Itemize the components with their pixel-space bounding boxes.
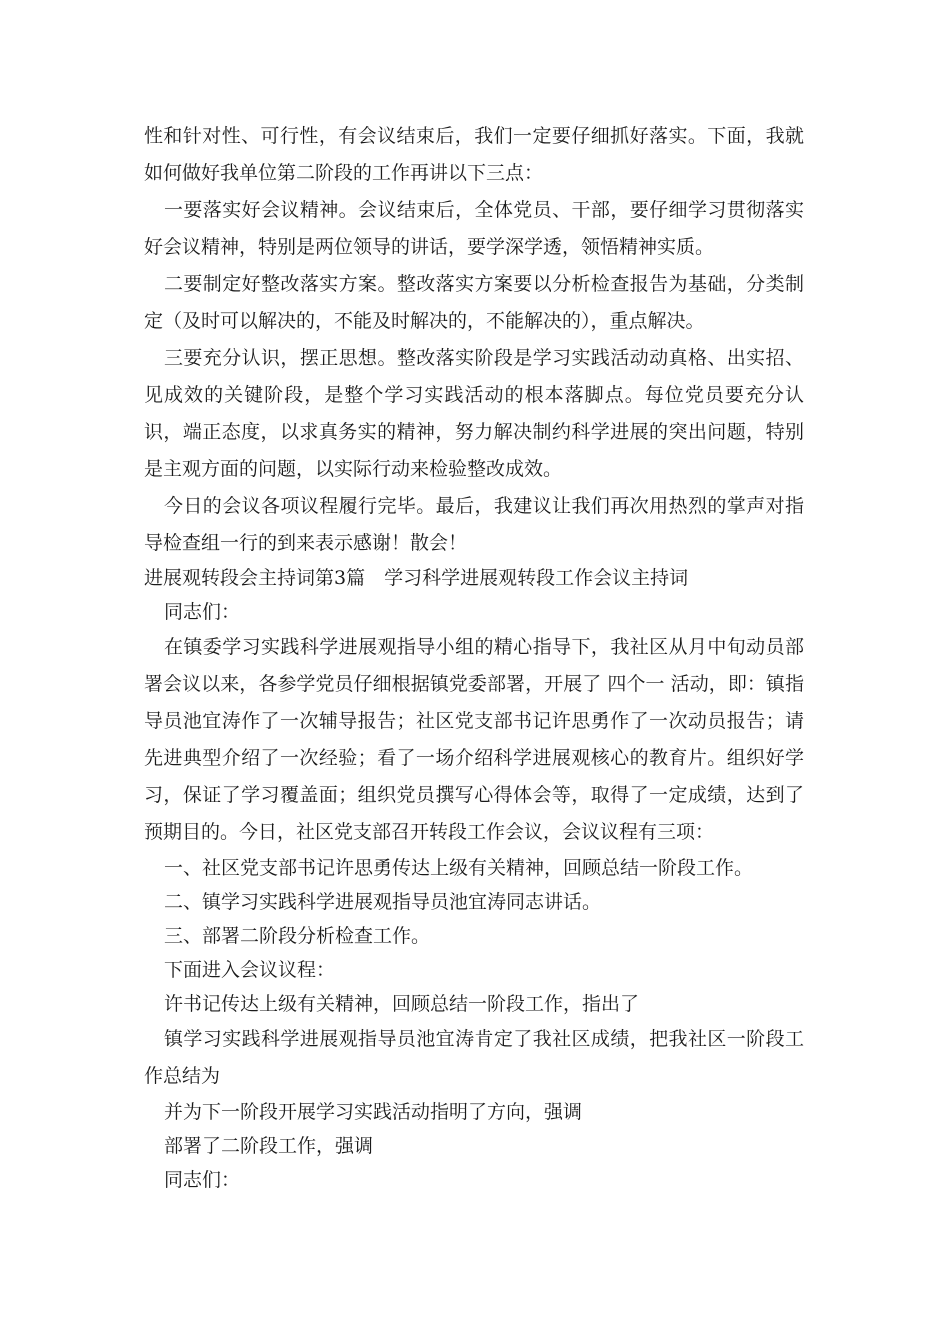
section-heading: 进展观转段会主持词第3篇 学习科学进展观转段工作会议主持词 xyxy=(144,567,689,589)
paragraph-instructor-remarks: 镇学习实践科学进展观指导员池宜涛肯定了我社区成绩，把我社区一阶段工作总结为 xyxy=(144,1028,804,1087)
paragraph-continuation: 性和针对性、可行性，有会议结束后，我们一定要仔细抓好落实。下面，我就如何做好我单位第二阶段的工作再讲以下三点： xyxy=(144,125,804,184)
paragraph-point-two: 二要制定好整改落实方案。整改落实方案要以分析检查报告为基础，分类制定（及时可以解决的，不能及时解决的，不能解决的），重点解决。 xyxy=(144,273,804,332)
agenda-item-three: 三、部署二阶段分析检查工作。 xyxy=(164,925,431,947)
agenda-item-one: 一、社区党支部书记许思勇传达上级有关精神，回顾总结一阶段工作。 xyxy=(164,857,754,879)
paragraph-point-one: 一要落实好会议精神。会议结束后，全体党员、干部，要仔细学习贯彻落实好会议精神，特别是两位领导的讲话，要学深学透，领悟精神实质。 xyxy=(144,199,804,258)
paragraph-introduction: 在镇委学习实践科学进展观指导小组的精心指导下，我社区从月中旬动员部署会议以来，各参学党员仔细根据镇党委部署，开展了 四个一 活动，即：镇指导员池宜涛作了一次辅导报告；社区党支部书记许思勇作了一次动员报告；请先进典型介绍了一次经验；看了一场介绍科学进展观核心的教育片。组织好学习，保证了学习覆盖面；组织党员撰写心得体会等，取得了一定成绩，达到了预期目的。今日，社区党支部召开转段工作会议，会议议程有三项： xyxy=(144,636,804,843)
paragraph-closing: 今日的会议各项议程履行完毕。最后，我建议让我们再次用热烈的掌声对指导检查组一行的到来表示感谢！散会！ xyxy=(144,495,804,554)
paragraph-secretary-report: 许书记传达上级有关精神，回顾总结一阶段工作，指出了 xyxy=(164,993,640,1015)
paragraph-salutation-final: 同志们： xyxy=(164,1169,241,1191)
paragraph-point-three: 三要充分认识，摆正思想。整改落实阶段是学习实践活动动真格、出实招、见成效的关键阶段，是整个学习实践活动的根本落脚点。每位党员要充分认识，端正态度，以求真务实的精神，努力解决制约科学进展的突出问题，特别是主观方面的问题，以实际行动来检验整改成效。 xyxy=(144,347,804,480)
agenda-item-two: 二、镇学习实践科学进展观指导员池宜涛同志讲话。 xyxy=(164,891,602,913)
document-body xyxy=(144,118,804,1197)
paragraph-direction: 并为下一阶段开展学习实践活动指明了方向，强调 xyxy=(164,1101,583,1123)
paragraph-deployment: 部署了二阶段工作，强调 xyxy=(164,1135,374,1157)
paragraph-agenda-start: 下面进入会议议程： xyxy=(164,959,336,981)
paragraph-salutation: 同志们： xyxy=(164,601,241,623)
